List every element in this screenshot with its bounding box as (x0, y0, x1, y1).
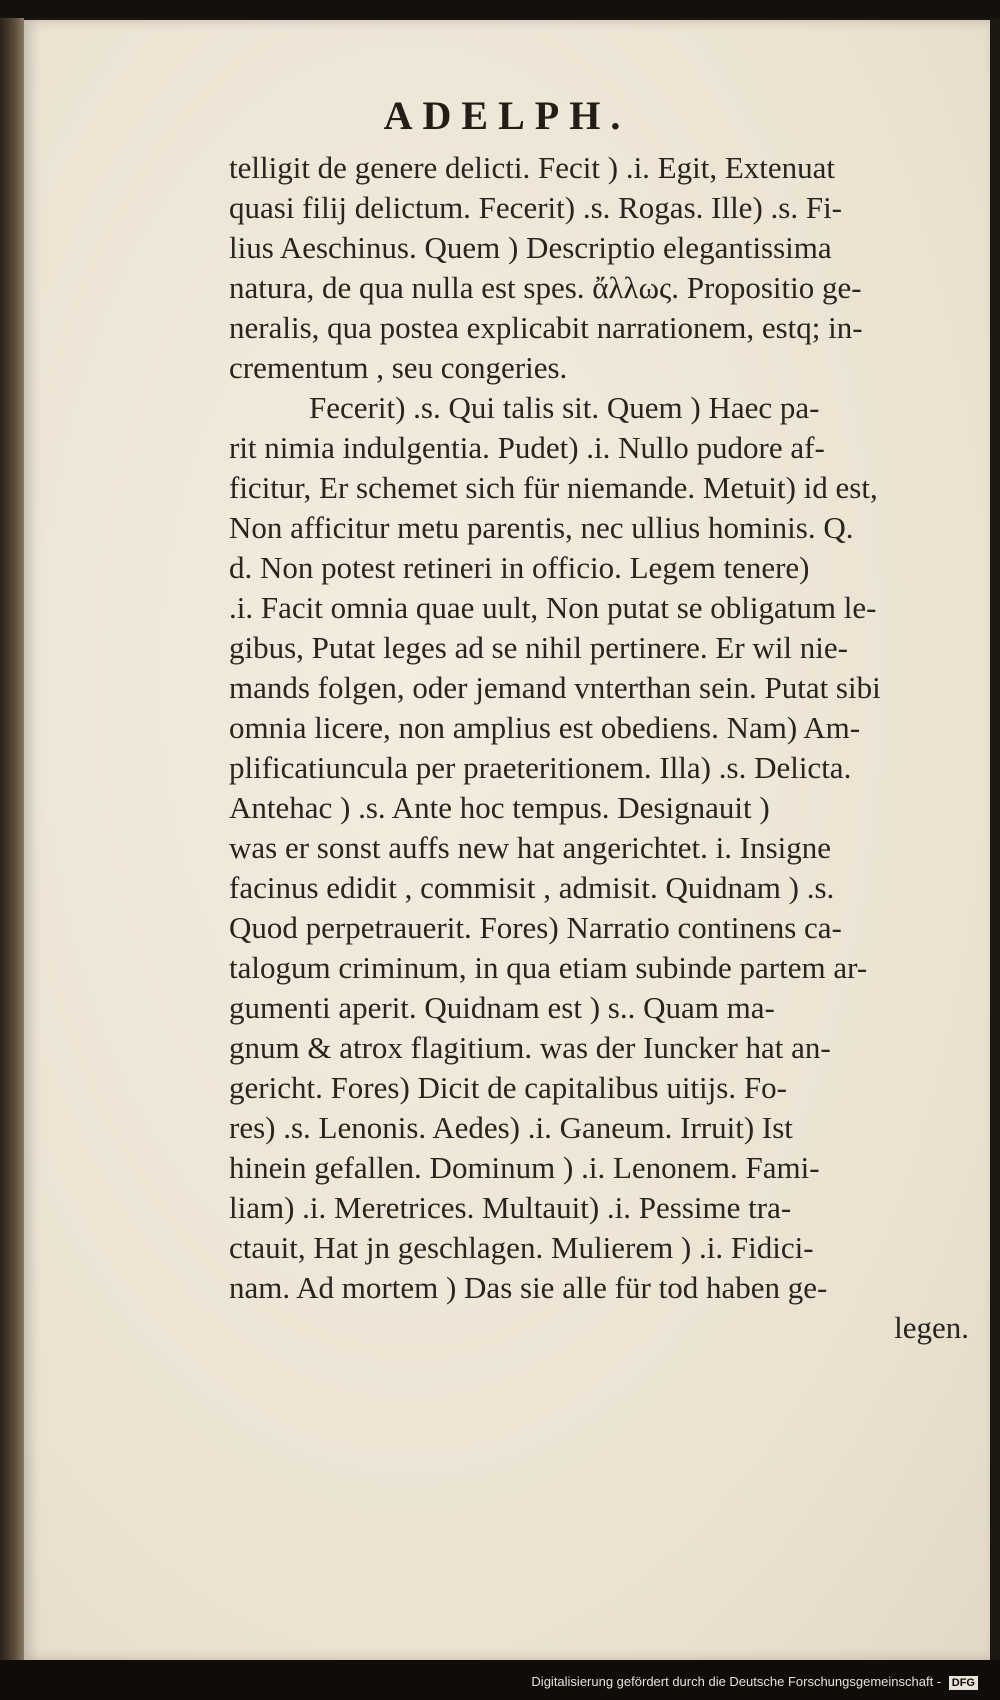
text-line: legen. (894, 1310, 969, 1345)
text-line: Antehac ) .s. Ante hoc tempus. Designauit ) (229, 790, 770, 825)
scan-right-border (990, 18, 1000, 1660)
text-line: Non afficitur metu parentis, nec ullius hominis. Q. (229, 510, 854, 545)
text-line: Quod perpetrauerit. Fores) Narratio continens ca- (229, 910, 842, 945)
text-line: ficitur, Er schemet sich für niemande. Metuit) id est, (229, 470, 878, 505)
text-line: liam) .i. Meretrices. Multauit) .i. Pessime tra- (229, 1190, 792, 1225)
text-line: gibus, Putat leges ad se nihil pertinere. Er wil nie- (229, 630, 848, 665)
scan-top-border (0, 0, 1000, 18)
text-line: hinein gefallen. Dominum ) .i. Lenonem. Fami- (229, 1150, 820, 1185)
text-line: facinus edidit , commisit , admisit. Quidnam ) .s. (229, 870, 835, 905)
text-line: gumenti aperit. Quidnam est ) s.. Quam ma- (229, 990, 775, 1025)
text-line: gnum & atrox flagitium. was der Iuncker hat an- (229, 1030, 831, 1065)
digitization-footer (0, 1660, 1000, 1700)
footer-credit (531, 1674, 978, 1690)
text-line: ctauit, Hat jn geschlagen. Mulierem ) .i. Fidici- (229, 1230, 814, 1265)
text-line: d. Non potest retineri in officio. Legem tenere) (229, 550, 810, 585)
text-line: Fecerit) .s. Qui talis sit. Quem ) Haec pa- (309, 390, 820, 425)
text-line: nam. Ad mortem ) Das sie alle für tod haben ge- (229, 1270, 828, 1305)
text-line: natura, de qua nulla est spes. ἄλλως. Propositio ge- (229, 270, 862, 305)
text-line: mands folgen, oder jemand vnterthan sein. Putat sibi (229, 670, 881, 705)
text-line: quasi filij delictum. Fecerit) .s. Rogas. Ille) .s. Fi- (229, 190, 843, 225)
text-line: lius Aeschinus. Quem ) Descriptio elegantissima (229, 230, 832, 265)
footer-credit-text: Digitalisierung gefördert durch die Deutsche Forschungsgemeinschaft - (531, 1674, 942, 1689)
running-head: ADELPH. (383, 93, 631, 138)
text-line: .i. Facit omnia quae uult, Non putat se obligatum le- (229, 590, 877, 625)
text-line: omnia licere, non amplius est obediens. Nam) Am- (229, 710, 861, 745)
text-line: rit nimia indulgentia. Pudet) .i. Nullo pudore af- (229, 430, 825, 465)
dfg-logo: DFG (949, 1676, 978, 1690)
book-page (24, 20, 990, 1660)
text-line: crementum , seu congeries. (229, 350, 568, 385)
text-line: talogum criminum, in qua etiam subinde partem ar- (229, 950, 868, 985)
text-line: res) .s. Lenonis. Aedes) .i. Ganeum. Irruit) Ist (229, 1110, 793, 1145)
text-line: plificatiuncula per praeteritionem. Illa) .s. Delicta. (229, 750, 852, 785)
text-line: neralis, qua postea explicabit narrationem, estq; in- (229, 310, 863, 345)
book-spine-edge (0, 18, 24, 1660)
text-line: telligit de genere delicti. Fecit ) .i. Egit, Extenuat (229, 150, 836, 185)
text-line: gericht. Fores) Dicit de capitalibus uitijs. Fo- (229, 1070, 787, 1105)
text-line: was er sonst auffs new hat angerichtet. i. Insigne (229, 830, 832, 865)
